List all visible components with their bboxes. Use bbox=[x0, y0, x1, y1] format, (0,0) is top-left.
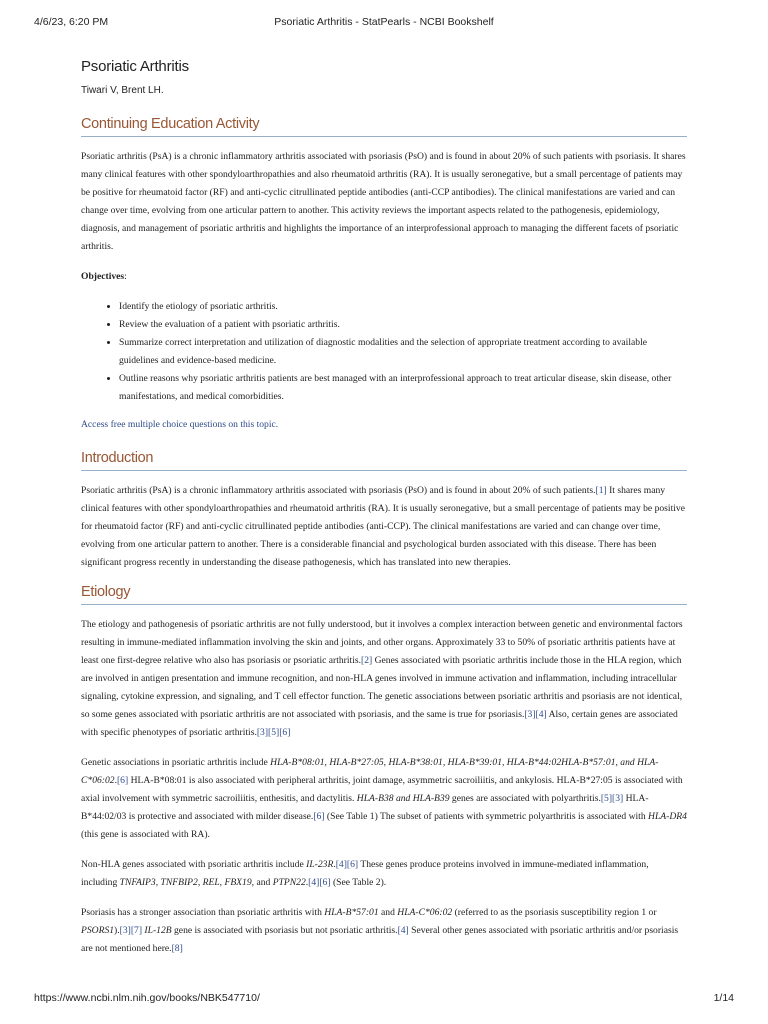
print-page-number: 1/14 bbox=[713, 992, 734, 1004]
citation-link[interactable]: [5] bbox=[600, 793, 613, 804]
citation-link[interactable]: [4] bbox=[397, 925, 409, 936]
citation-link[interactable]: [5] bbox=[268, 727, 280, 738]
mcq-link-text[interactable]: Access free multiple choice questions on this topic. bbox=[81, 419, 279, 430]
etiology-paragraph-2: Genetic associations in psoriatic arthritis include HLA-B*08:01, HLA-B*27:05, HLA-B*38:01, HLA-B*39:01, HLA-B*44:02HLA-B*57:01, and HLA-C*06:02.[6] HLA-B*08:01 is also associated with peripheral arthritis, joint damage, asymmetric sacroiliitis, and ankylosis. HLA-B*27:05 is associated with axial involvement with symmetric sacroiliitis, enthesitis, and dactylitis. HLA-B38 and HLA-B39 genes are associated with polyarthritis.[5][3] HLA-B*44:02/03 is protective and associated with milder disease.[6] (See Table 1) The subset of patients with symmetric polyarthritis is associated with HLA-DR4 (this gene is associated with RA). bbox=[81, 757, 687, 840]
citation-link[interactable]: [7] bbox=[130, 925, 143, 936]
heading-introduction: Introduction bbox=[81, 450, 687, 471]
article-authors: Tiwari V, Brent LH. bbox=[81, 85, 164, 96]
print-datetime: 4/6/23, 6:20 PM bbox=[34, 16, 109, 28]
citation-link[interactable]: [6] bbox=[279, 727, 291, 738]
citation-link[interactable]: [3] bbox=[256, 727, 269, 738]
citation-link[interactable]: [6] bbox=[346, 859, 359, 870]
citation-link[interactable]: [6] bbox=[319, 877, 331, 888]
etiology-paragraph-1: The etiology and pathogenesis of psoriatic arthritis are not fully understood, but it involves a complex interaction between genetic and environmental factors resulting in immune-mediated inflammation involving the skin and joints, and other organs. Approximately 33 to 50% of psoriatic arthritis patients have at least one first-degree relative who also has psoriasis or psoriatic arthritis.[2] Genes associated with psoriatic arthritis include those in the HLA region, which are involved in antigen presentation and immune recognition, and non-HLA genes involved in immune activation and inflammation, including intracellular signaling, cytokine expression, and signaling, and T cell effector function. The genetic associations between psoriatic arthritis and psoriasis are not identical, so some genes associated with psoriatic arthritis are not associated with psoriasis, and the same is true for psoriasis.[3][4] Also, certain genes are associated with specific phenotypes of psoriatic arthritis.[3][5][6] bbox=[81, 619, 683, 738]
gene-names: HLA-DR4 bbox=[648, 811, 687, 822]
citation-link[interactable]: [4] bbox=[535, 709, 547, 720]
gene-names: HLA-B38 and HLA-B39 bbox=[356, 793, 450, 804]
print-header bbox=[34, 16, 734, 30]
gene-names: HLA-B*57:01 bbox=[324, 907, 379, 918]
article-content bbox=[81, 52, 687, 970]
gene-names: HLA-B*08:01, HLA-B*27:05, HLA-B*38:01, HLA-B*39:01, HLA-B*44:02HLA-B*57:01, and HLA-C*06:02 bbox=[81, 757, 659, 786]
citation-link[interactable]: [3] bbox=[524, 709, 536, 720]
print-page-title: Psoriatic Arthritis - StatPearls - NCBI Bookshelf bbox=[274, 16, 494, 28]
citation-link[interactable]: [3] bbox=[119, 925, 131, 936]
ce-paragraph: Psoriatic arthritis (PsA) is a chronic inflammatory arthritis associated with psoriasis (PsO) and is found in about 20% of such patients with psoriasis. It shares many clinical features with other spondyloarthropathies and also rheumatoid arthritis (RA). It is usually seronegative, but a small percentage of patients may be positive for rheumatoid factor (RF) and anti-cyclic citrullinated peptide antibodies (anti-CCP antibodies). The clinical manifestations are varied and can change over time, evolving from one articular pattern to another. This activity reviews the important aspects related to the pathogenesis, epidemiology, diagnosis, and management of psoriatic arthritis and highlights the importance of an interprofessional approach to managing the different facets of psoriatic arthritis. bbox=[81, 151, 686, 252]
objectives-colon: : bbox=[124, 271, 127, 282]
article-title: Psoriatic Arthritis bbox=[81, 58, 189, 75]
etiology-paragraph-3: Non-HLA genes associated with psoriatic arthritis include IL-23R.[4][6] These genes produce proteins involved in immune-mediated inflammation, including TNFAIP3, TNFBIP2, REL, FBX19, and PTPN22.[4][6] (See Table 2). bbox=[81, 859, 649, 888]
objectives-label: Objectives bbox=[81, 271, 125, 282]
gene-names: PTPN22 bbox=[272, 877, 306, 888]
gene-names: TNFAIP3, TNFBIP2, REL, FBX19, bbox=[119, 877, 255, 888]
citation-link[interactable]: [3] bbox=[612, 793, 624, 804]
heading-etiology: Etiology bbox=[81, 584, 687, 605]
citation-link[interactable]: [4] bbox=[308, 877, 320, 888]
intro-paragraph: Psoriatic arthritis (PsA) is a chronic inflammatory arthritis associated with psoriasis (PsO) and is found in about 20% of such patients.[1] It shares many clinical features with other spondyloarthropathies and rheumatoid arthritis (RA). It is usually seronegative, but a small percentage of patients may be positive for rheumatoid factor (RF) and anti-cyclic citrullinated peptide antibodies (anti-CCP). The clinical manifestations are varied and can change over time, evolving from one articular pattern to another. There is a considerable financial and psychological burden associated with this disease. There has been significant progress recently in understanding the disease pathogenesis, which has translated into new therapies. bbox=[81, 485, 685, 568]
citation-link[interactable]: [1] bbox=[595, 485, 607, 496]
objective-item: • Review the evaluation of a patient with psoriatic arthritis. bbox=[119, 316, 687, 334]
citation-link[interactable]: [2] bbox=[361, 655, 373, 666]
etiology-paragraph-4: Psoriasis has a stronger association than psoriatic arthritis with HLA-B*57:01 and HLA-C*06:02 (referred to as the psoriasis susceptibility region 1 or PSORS1).[3][7] IL-12B gene is associated with psoriasis but not psoriatic arthritis.[4] Several other genes associated with psoriatic arthritis and/or psoriasis are not mentioned here.[8] bbox=[81, 907, 679, 954]
gene-names: IL-23R bbox=[306, 859, 334, 870]
print-footer bbox=[34, 992, 734, 1006]
mcq-link[interactable] bbox=[81, 416, 687, 434]
objective-item: • Outline reasons why psoriatic arthritis patients are best managed with an interprofessional approach to treat articular disease, skin disease, other manifestations, and medical comorbidities. bbox=[119, 370, 687, 406]
citation-link[interactable]: [6] bbox=[313, 811, 325, 822]
gene-names: HLA-C*06:02 bbox=[397, 907, 453, 918]
citation-link[interactable]: [4] bbox=[335, 859, 347, 870]
objective-item: • Summarize correct interpretation and utilization of diagnostic modalities and the selection of appropriate treatment according to available guidelines and evidence-based medicine. bbox=[119, 334, 687, 370]
objectives-list bbox=[81, 298, 687, 406]
heading-continuing-education: Continuing Education Activity bbox=[81, 116, 687, 137]
objectives-line bbox=[81, 268, 687, 286]
gene-names: PSORS1 bbox=[81, 925, 115, 936]
citation-link[interactable]: [8] bbox=[171, 943, 183, 954]
objective-item: • Identify the etiology of psoriatic arthritis. bbox=[119, 298, 687, 316]
gene-names: IL-12B bbox=[144, 925, 172, 936]
print-url: https://www.ncbi.nlm.nih.gov/books/NBK547710/ bbox=[34, 992, 260, 1004]
citation-link[interactable]: [6] bbox=[116, 775, 129, 786]
